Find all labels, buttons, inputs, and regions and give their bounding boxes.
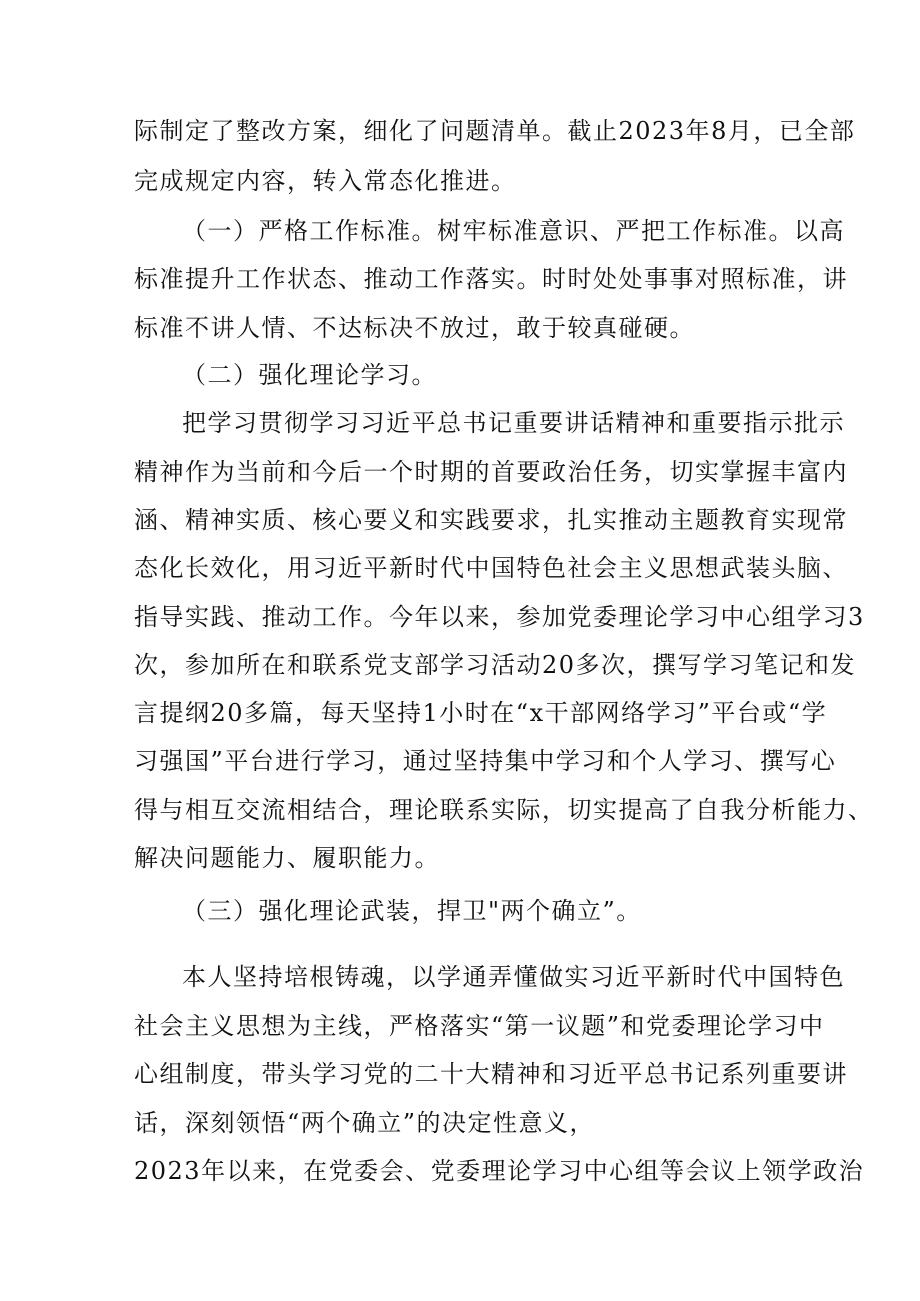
text-line: 完成规定内容，转入常态化推进。 (134, 167, 517, 195)
text-line: 解决问题能力、履职能力。 (134, 844, 440, 872)
section-heading-3: （三）强化理论武装，捍卫"两个确立”。 (182, 897, 642, 925)
text-line: 态化长效化，用习近平新时代中国特色社会主义思想武装头脑、 (134, 554, 848, 582)
section-heading-1: （一）严格工作标准。树牢标准意识、严把工作标准。以高 (182, 217, 845, 245)
text-line: 心组制度，带头学习党的二十大精神和习近平总书记系列重要讲 (134, 1060, 848, 1088)
text-line: 社会主义思想为主线，严格落实“第一议题”和党委理论学习中 (134, 1012, 825, 1040)
text-line: 标准不讲人情、不达标决不放过，敢于较真碰硬。 (134, 314, 695, 342)
text-line: 言提纲20多篇，每天坚持1小时在“x干部网络学习”平台或“学 (134, 699, 828, 727)
section-heading-2: （二）强化理论学习。 (182, 361, 437, 389)
text-line: 标准提升工作状态、推动工作落实。时时处处事事对照标准，讲 (134, 265, 848, 293)
text-line: 涵、精神实质、核心要义和实践要求，扎实推动主题教育实现常 (134, 506, 848, 534)
text-line: 2023年以来，在党委会、党委理论学习中心组等会议上领学政治 (134, 1157, 865, 1185)
text-line: 次，参加所在和联系党支部学习活动20多次，撰写学习笔记和发 (134, 651, 857, 679)
text-line: 把学习贯彻学习习近平总书记重要讲话精神和重要指示批示 (182, 409, 845, 437)
text-line: 习强国”平台进行学习，通过坚持集中学习和个人学习、撰写心 (134, 747, 837, 775)
text-line: 指导实践、推动工作。今年以来，参加党委理论学习中心组学习3 (134, 603, 865, 631)
text-line: 本人坚持培根铸魂，以学通弄懂做实习近平新时代中国特色 (182, 963, 845, 991)
text-line: 精神作为当前和今后一个时期的首要政治任务，切实掌握丰富内 (134, 458, 848, 486)
text-line: 际制定了整改方案，细化了问题清单。截止2023年8月，已全部 (134, 117, 856, 145)
text-line: 得与相互交流相结合，理论联系实际，切实提高了自我分析能力、 (134, 796, 874, 824)
text-line: 话，深刻领悟“两个确立”的决定性意义， (134, 1109, 596, 1137)
